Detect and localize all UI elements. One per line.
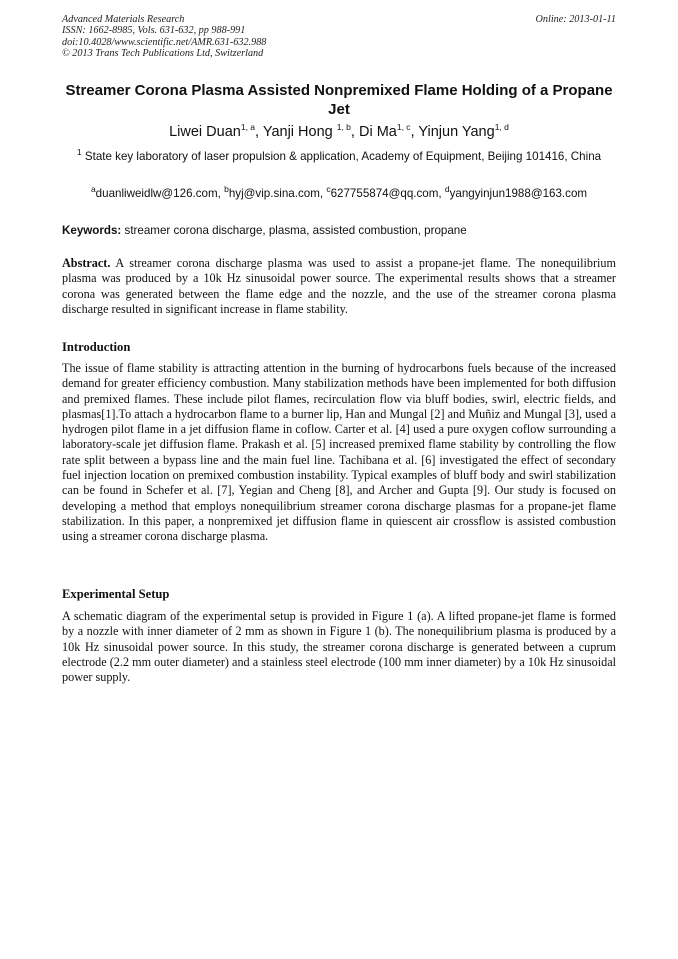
- keywords-label: Keywords:: [62, 224, 122, 237]
- abstract: [62, 256, 616, 317]
- affiliation-sup: 1: [76, 147, 82, 158]
- doi-line: doi:10.4028/www.scientific.net/AMR.631-632.988: [62, 36, 267, 48]
- journal-name: Advanced Materials Research: [62, 14, 185, 25]
- author-name: Yinjun Yang: [418, 124, 495, 140]
- author-sup: 1, a: [240, 122, 256, 133]
- introduction-text: The issue of flame stability is attracting attention in the burning of hydrocarbons fuels because of the increased demand for greater efficiency combustion. Many stabilization methods have been implemented for both diffusion and premixed flames. These include pilot flames, recirculation flow via bluff bodies, swirl, electric fields, and plasmas[1].To attach a hydrocarbon flame to a burner lip, Han and Mungal [2] and Muñiz and Mungal [3], used a hydrogen pilot flame in a jet diffusion flame in coflow. Carter et al. [4] used a pure oxygen coflow surrounding a laboratory-scale jet diffusion flame. Prakash et al. [5] increased premixed flame stability by controlling the flow rate split between a bypass line and the main fuel line. Tachibana et al. [6] investigated the effect of secondary fuel injection location on premixed combustion instability. Typical examples of bluff body and swirl stabilization can be found in Schefer et al. [7], Yegian and Cheng [8], and Archer and Gupta [9]. Our study is focused on developing a method that employs nonequilibrium streamer corona discharge plasmas for a propane-jet flame stabilization. In this paper, a nonpremixed jet diffusion flame in quiescent air crossflow is assisted combustion using a streamer corona discharge plasma.: [62, 361, 616, 544]
- email-address[interactable]: 627755874@qq.com: [330, 187, 439, 200]
- email-sup: d: [444, 184, 450, 195]
- issn-line: ISSN: 1662-8985, Vols. 631-632, pp 988-991: [62, 25, 246, 37]
- keywords: [62, 223, 616, 238]
- email-address[interactable]: duanliweidlw@126.com: [95, 187, 218, 200]
- experimental-setup-text: A schematic diagram of the experimental setup is provided in Figure 1 (a). A lifted propane-jet flame is formed by a nozzle with inner diameter of 2 mm as shown in Figure 1 (b). The nonequilibrium plasma is produced by a 10k Hz sinusoidal power source. In this study, the streamer corona discharge is generated between a cuprum electrode (2.2 mm outer diameter) and a stainless steel electrode (100 mm inner diameter) by a 10k Hz sinusoidal power supply.: [62, 609, 616, 685]
- introduction-heading: Introduction: [62, 340, 131, 354]
- paper-title: Streamer Corona Plasma Assisted Nonpremixed Flame Holding of a Propane Jet: [65, 82, 613, 118]
- author-name: Liwei Duan: [169, 124, 241, 140]
- online-date: Online: 2013-01-11: [535, 14, 616, 25]
- experimental-setup-heading: Experimental Setup: [62, 587, 170, 601]
- abstract-label: Abstract.: [62, 256, 111, 270]
- affiliation: [62, 149, 616, 165]
- keywords-text: streamer corona discharge, plasma, assisted combustion, propane: [124, 224, 467, 237]
- email-address[interactable]: hyj@vip.sina.com: [228, 187, 320, 200]
- author-sup: 1, b: [336, 122, 351, 133]
- affiliation-text: State key laboratory of laser propulsion & application, Academy of Equipment, Beijing 101416, China: [84, 150, 602, 163]
- author-name: Di Ma: [358, 124, 397, 140]
- copyright-line: © 2013 Trans Tech Publications Ltd, Switzerland: [62, 48, 264, 60]
- author-list: Liwei Duan$^{1, a}$, Yanji Hong $^{1, b}$, Di Ma$^{1, c}$, Yinjun Yang$^{1, d}$: [169, 122, 509, 140]
- author-sup: 1, d: [494, 122, 509, 133]
- author-sup: 1, c: [396, 122, 411, 133]
- email-sup: b: [224, 184, 229, 195]
- email-list: $^a$duanliweidlw@126.com, $^b$hyj@vip.sina.com, $^c$627755874@qq.com, $^d$yangyinjun1988@163.com: [90, 184, 588, 200]
- author-name: Yanji Hong: [262, 124, 333, 140]
- email-sup: c: [326, 184, 331, 195]
- email-address[interactable]: yangyinjun1988@163.com: [449, 187, 588, 200]
- abstract-text: A streamer corona discharge plasma was used to assist a propane-jet flame. The nonequilibrium plasma was produced by a 10k Hz sinusoidal power source. The experimental results shows that a streamer corona was generated between the flame edge and the nozzle, and the use of the streamer corona plasma discharge resulted in significant increase in flame stability.: [62, 256, 616, 316]
- journal-header: [62, 14, 616, 60]
- email-sup: a: [90, 184, 96, 195]
